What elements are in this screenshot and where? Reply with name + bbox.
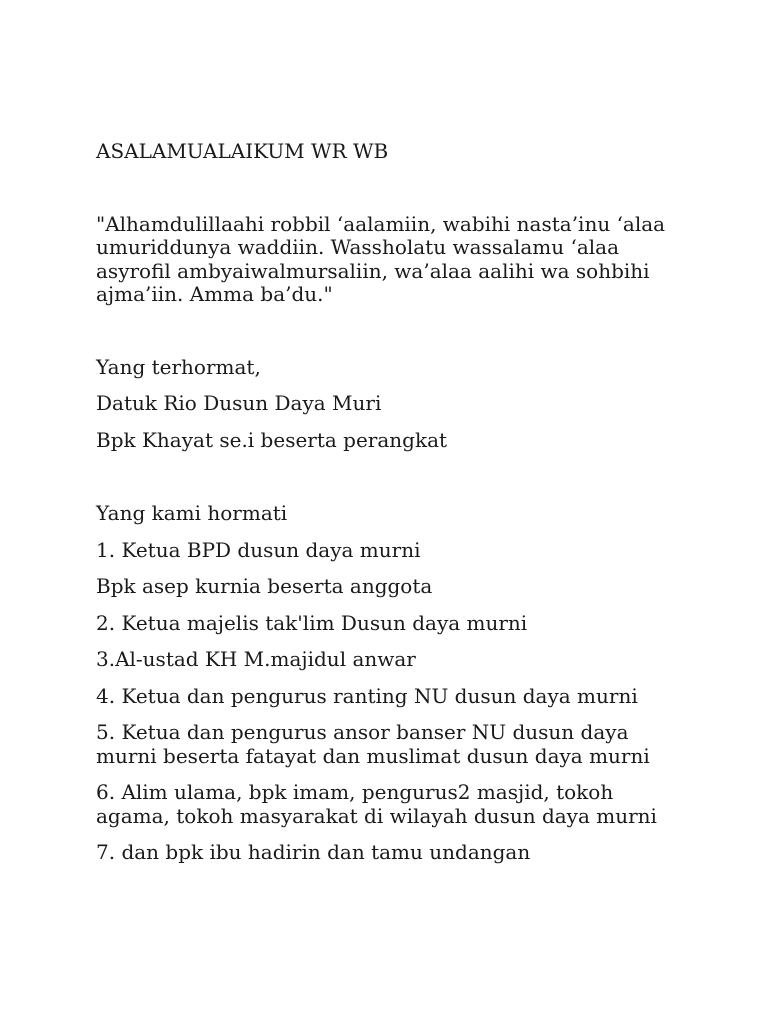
respected-item: 4. Ketua dan pengurus ranting NU dusun daya murni bbox=[96, 683, 638, 708]
respected-item: 2. Ketua majelis tak'lim Dusun daya murni bbox=[96, 610, 528, 635]
respected-item: Bpk asep kurnia beserta anggota bbox=[96, 574, 433, 598]
honored-heading: Yang terhormat, bbox=[96, 354, 261, 379]
honored-line: Datuk Rio Dusun Daya Muri bbox=[96, 391, 382, 415]
document-body bbox=[96, 140, 676, 878]
opening-prayer: "Alhamdulillaahi robbil ‘aalamiin, wabihi nasta’inu ‘alaa umuriddunya waddiin. Wassholatu wassalamu ‘alaa asyrofil ambyaiwalmursaliin, wa’alaa aalihi wa sohbihi ajma’iin. Amma ba’du." bbox=[96, 211, 666, 306]
respected-item: 6. Alim ulama, bpk imam, pengurus2 masjid, tokoh agama, tokoh masyarakat di wilayah dusun daya murni bbox=[96, 780, 657, 828]
respected-item: 5. Ketua dan pengurus ansor banser NU dusun daya murni beserta fatayat dan muslimat dusun daya murni bbox=[96, 720, 650, 768]
honored-line: Bpk Khayat se.i beserta perangkat bbox=[96, 427, 448, 452]
respected-item: 3.Al-ustad KH M.majidul anwar bbox=[96, 647, 416, 671]
honored-guests-block bbox=[96, 356, 676, 453]
respected-item: 7. dan bpk ibu hadirin dan tamu undangan bbox=[96, 840, 531, 864]
respected-guests-block bbox=[96, 502, 676, 865]
respected-item: 1. Ketua BPD dusun daya murni bbox=[96, 537, 421, 562]
respected-heading: Yang kami hormati bbox=[96, 501, 288, 525]
greeting: ASALAMUALAIKUM WR WB bbox=[96, 139, 389, 163]
